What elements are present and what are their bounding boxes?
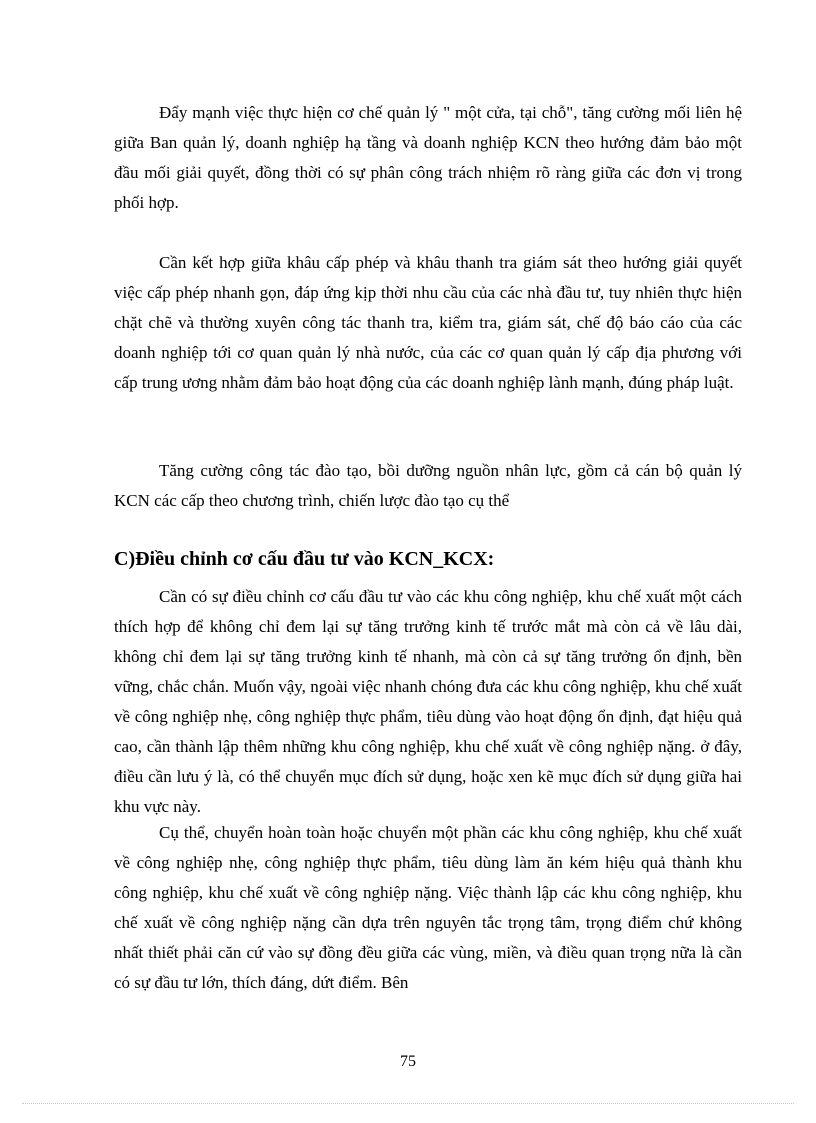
section-heading: C)Điều chỉnh cơ cấu đầu tư vào KCN_KCX: — [114, 548, 495, 570]
page-number: 75 — [400, 1053, 416, 1070]
page-bottom-divider — [22, 1103, 794, 1104]
paragraph-training: Tăng cường công tác đào tạo, bồi dưỡng nguồn nhân lực, gồm cả cán bộ quản lý KCN các cấp theo chương trình, chiến lược đào tạo cụ thể — [114, 461, 742, 510]
paragraph-one-stop-mechanism: Đẩy mạnh việc thực hiện cơ chế quản lý " một cửa, tại chỗ", tăng cường mối liên hệ giữa Ban quản lý, doanh nghiệp hạ tầng và doanh nghiệp KCN theo hướng đảm bảo một đầu mối giải quyết, đồng thời có sự phân công trách nhiệm rõ ràng giữa các đơn vị trong phối hợp. — [114, 103, 742, 212]
paragraph-investment-structure: Cần có sự điều chỉnh cơ cấu đầu tư vào các khu công nghiệp, khu chế xuất một cách thích hợp để không chỉ đem lại sự tăng trưởng kinh tế trước mắt mà còn cả về lâu dài, không chỉ đem lại sự tăng trưởng kinh tế nhanh, mà còn cả sự tăng trưởng ổn định, bền vững, chắc chắn. Muốn vậy, ngoài việc nhanh chóng đưa các khu công nghiệp, khu chế xuất về công nghiệp nhẹ, công nghiệp thực phẩm, tiêu dùng vào hoạt động ổn định, đạt hiệu quả cao, cần thành lập thêm những khu công nghiệp, khu chế xuất về công nghiệp nặng. ở đây, điều cần lưu ý là, có thể chuyển mục đích sử dụng, hoặc xen kẽ mục đích sử dụng giữa hai khu vực này. — [114, 587, 742, 816]
paragraph-licensing-inspection: Cần kết hợp giữa khâu cấp phép và khâu thanh tra giám sát theo hướng giải quyết việc cấp phép nhanh gọn, đáp ứng kịp thời nhu cầu của các nhà đầu tư, tuy nhiên thực hiện chặt chẽ và thường xuyên công tác thanh tra, kiểm tra, giám sát, chế độ báo cáo của các doanh nghiệp tới cơ quan quản lý nhà nước, của các cơ quan quản lý cấp địa phương với cấp trung ương nhằm đảm bảo hoạt động của các doanh nghiệp lành mạnh, đúng pháp luật. — [114, 253, 742, 392]
paragraph-heavy-industry: Cụ thể, chuyển hoàn toàn hoặc chuyển một phần các khu công nghiệp, khu chế xuất về công nghiệp nhẹ, công nghiệp thực phẩm, tiêu dùng làm ăn kém hiệu quả thành khu công nghiệp, khu chế xuất về công nghiệp nặng. Việc thành lập các khu công nghiệp, khu chế xuất về công nghiệp nặng cần dựa trên nguyên tắc trọng tâm, trọng điểm chứ không nhất thiết phải căn cứ vào sự đồng đều giữa các vùng, miền, và điều quan trọng nữa là cần có sự đầu tư lớn, thích đáng, dứt điểm. Bên — [114, 823, 742, 992]
